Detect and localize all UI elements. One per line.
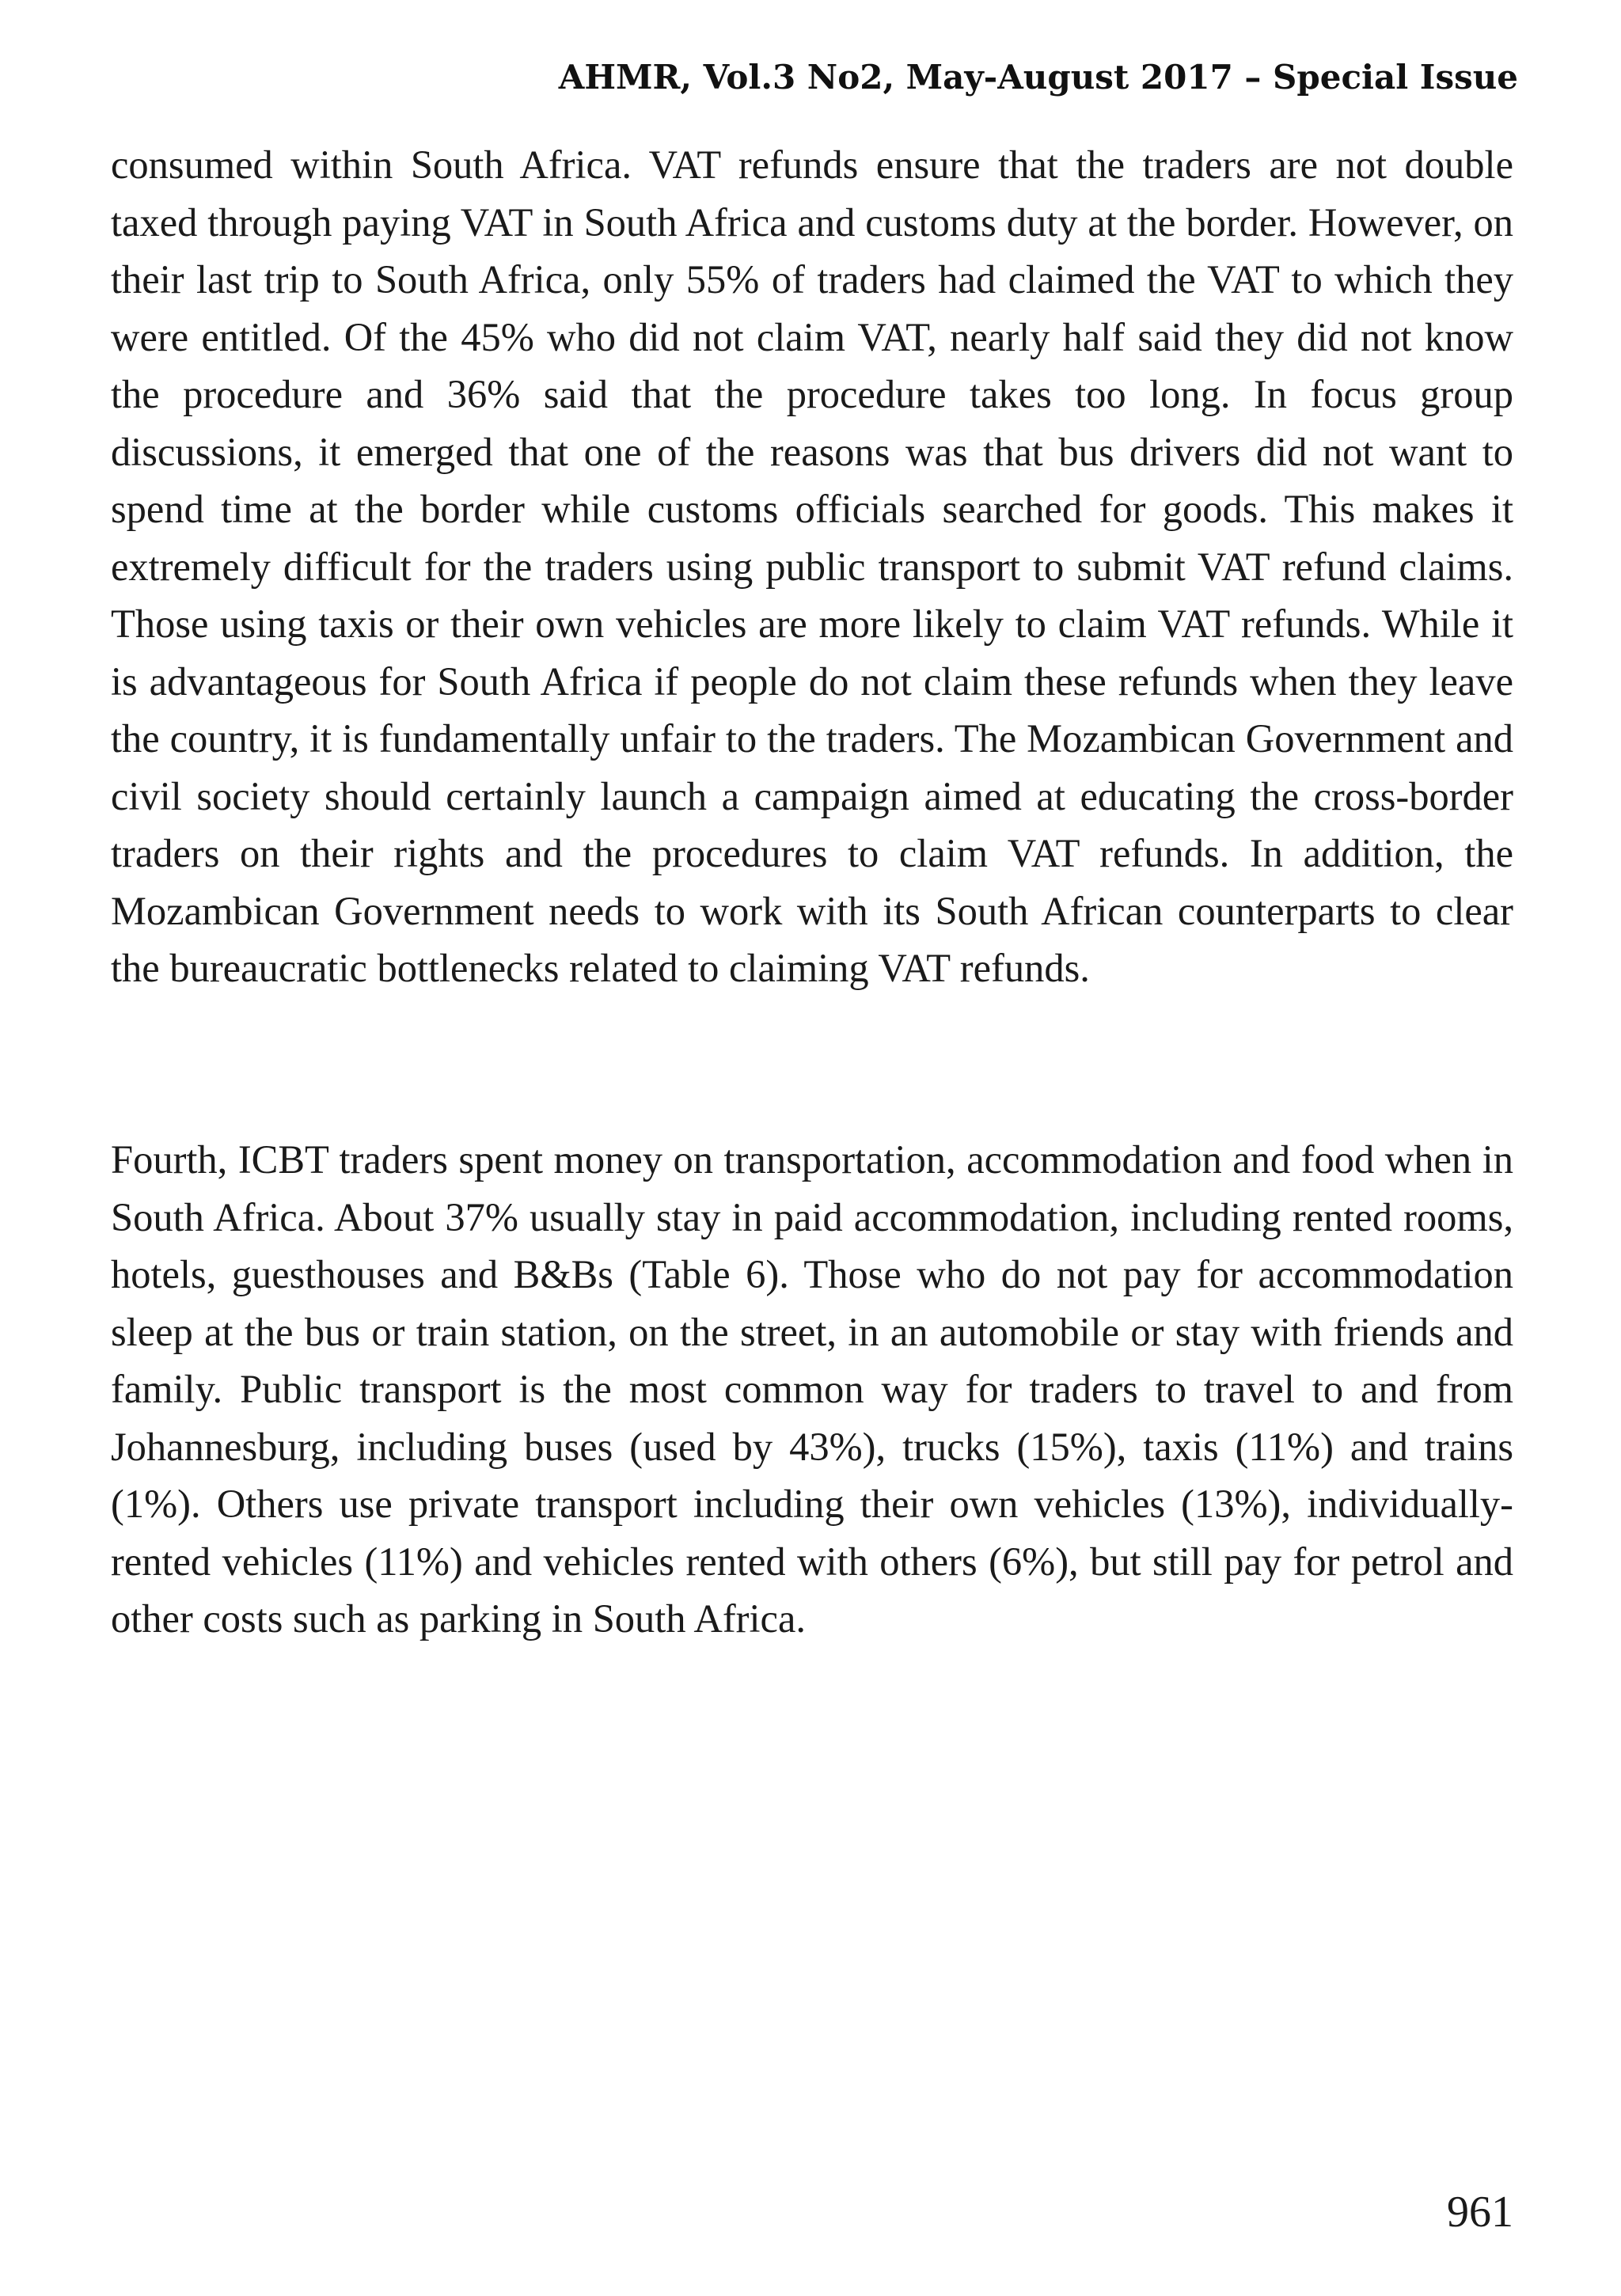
page-number: 961 [1447,2188,1513,2237]
running-header: AHMR, Vol.3 No2, May-August 2017 – Special Issue [558,58,1518,97]
body-paragraph: Fourth, ICBT traders spent money on transportation, accommodation and food when in South Africa. About 37% usually stay in paid accommodation, including rented rooms, hotels, guesthouses and B&Bs (Table 6). Those who do not pay for accommodation sleep at the bus or train station, on the street, in an automobile or stay with friends and family. Public transport is the most common way for traders to travel to and from Johannesburg, including buses (used by 43%), trucks (15%), taxis (11%) and trains (1%). Others use private transport including their own vehicles (13%), individually-rented vehicles (11%) and vehicles rented with others (6%), but still pay for petrol and other costs such as parking in South Africa. [111,1137,1513,1641]
body-paragraph: consumed within South Africa. VAT refunds ensure that the traders are not double taxed through paying VAT in South Africa and customs duty at the border. However, on their last trip to South Africa, only 55% of traders had claimed the VAT to which they were entitled. Of the 45% who did not claim VAT, nearly half said they did not know the procedure and 36% said that the procedure takes too long. In focus group discussions, it emerged that one of the reasons was that bus drivers did not want to spend time at the border while customs officials searched for goods. This makes it extremely difficult for the traders using public transport to submit VAT refund claims. Those using taxis or their own vehicles are more likely to claim VAT refunds. While it is advantageous for South Africa if people do not claim these refunds when they leave the country, it is fundamentally unfair to the traders. The Mozambican Government and civil society should certainly launch a campaign aimed at educating the cross-border traders on their rights and the procedures to claim VAT refunds. In addition, the Mozambican Government needs to work with its South African counterparts to clear the bureaucratic bottlenecks related to claiming VAT refunds. [111,142,1513,990]
